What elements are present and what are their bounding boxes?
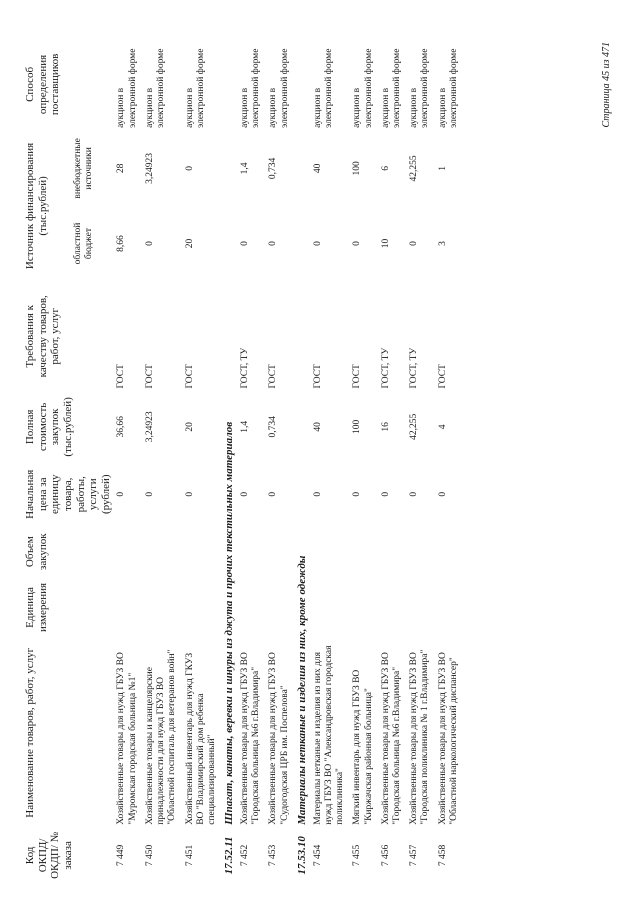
cell-name: Хозяйственные товары для нужд ГБУЗ ВО "Городская больница №6 г.Владимира" (380, 652, 403, 825)
cell-budget: 0 (352, 241, 363, 246)
page-footer: Страница 45 из 471 (601, 42, 613, 128)
cell-requirements: ГОСТ (352, 364, 363, 389)
cell-budget: 10 (380, 238, 391, 249)
cell-unit (378, 577, 406, 638)
table-row (435, 38, 463, 883)
cell-method: аукцион в электронной форме (352, 48, 374, 128)
cell-full-cost: 36,66 (116, 416, 127, 438)
cell-code: 7 450 (144, 844, 155, 867)
cell-method: аукцион в электронной форме (240, 48, 262, 128)
cell-full-cost: 16 (380, 422, 391, 432)
table-row (142, 38, 182, 883)
cell-budget: 0 (268, 241, 279, 246)
cell-method: аукцион в электронной форме (437, 48, 459, 128)
table-body (113, 38, 463, 883)
cell-unit (142, 577, 182, 638)
cell-method: аукцион в электронной форме (184, 48, 206, 128)
cell-method: аукцион в электронной форме (116, 48, 138, 128)
header-unit: Единица измерения (24, 582, 49, 633)
cell-budget: 0 (409, 241, 420, 246)
cell-volume (182, 526, 222, 577)
cell-method: аукцион в электронной форме (380, 48, 403, 128)
cell-budget: 8,66 (116, 235, 127, 252)
procurement-table (22, 38, 463, 883)
header-volume: Объем закупок (24, 533, 49, 570)
cell-name: Хозяйственный инвентарь для нужд ГКУЗ ВО "Владимирский дом ребенка специализированный" (184, 652, 217, 825)
cell-volume (349, 526, 377, 577)
cell-code: 7 456 (380, 844, 391, 867)
cell-volume (406, 526, 434, 577)
cell-name: Хозяйственные товары для нужд ГБУЗ ВО "Муромская городская больница №1" (116, 652, 138, 825)
cell-start-price: 0 (409, 491, 420, 497)
cell-requirements: ГОСТ (437, 364, 448, 389)
cell-extra: 40 (312, 163, 323, 174)
section-code: 17.52.11 (223, 836, 236, 875)
cell-name: Хозяйственные товары для нужд ГБУЗ ВО "Судогодская ЦРБ им. Поспелова" (268, 652, 290, 825)
cell-requirements: ГОСТ (312, 364, 323, 389)
cell-name: Хозяйственные товары и канцелярские принадлежности для нужд ГБУЗ ВО "Областной госпиталь для ветеранов войн" (144, 649, 178, 825)
cell-unit (349, 577, 377, 638)
cell-full-cost: 40 (312, 422, 323, 432)
cell-code: 7 449 (116, 844, 127, 867)
cell-full-cost: 100 (352, 419, 363, 434)
cell-start-price: 0 (268, 491, 279, 497)
cell-start-price: 0 (437, 491, 448, 497)
cell-budget: 0 (240, 241, 251, 246)
cell-full-cost: 0,734 (268, 416, 279, 438)
cell-full-cost: 3,24923 (144, 411, 155, 443)
header-source-budget: областной бюджет (72, 222, 94, 265)
section-code: 17.53.10 (295, 836, 308, 875)
cell-requirements: ГОСТ (144, 364, 155, 389)
cell-requirements: ГОСТ, ТУ (240, 347, 251, 389)
cell-full-cost: 4 (437, 424, 448, 430)
header-start-price: Начальная цена за единицу товара, работы, услуги (рублей) (24, 469, 112, 519)
cell-code: 7 454 (312, 844, 323, 867)
cell-name: Хозяйственные товары для нужд ГБУЗ ВО "Областной наркологический диспансер" (437, 652, 459, 825)
cell-extra: 1,4 (240, 162, 251, 175)
cell-volume (435, 526, 463, 577)
cell-volume (378, 526, 406, 577)
cell-extra: 1 (437, 166, 448, 171)
header-code: Код ОКПД/ ОКДП/ № заказа (24, 831, 74, 879)
cell-start-price: 0 (144, 491, 155, 497)
cell-extra: 100 (352, 161, 363, 176)
cell-start-price: 0 (184, 491, 195, 497)
cell-budget: 0 (144, 241, 155, 246)
cell-method: аукцион в электронной форме (144, 48, 167, 128)
header-name: Наименование товаров, работ, услуг (24, 647, 36, 818)
header-full-cost: Полная стоимость закупок (тыс.рублей) (24, 397, 74, 457)
table-row (310, 38, 350, 883)
cell-method: аукцион в электронной форме (312, 48, 335, 128)
cell-unit (182, 577, 222, 638)
cell-full-cost: 42,255 (409, 413, 420, 440)
section-title: Шпагат, канаты, веревки и шнуры из джута и прочих текстильных материалов (223, 421, 236, 825)
table-row (113, 38, 141, 883)
cell-name: Хозяйственные товары для нужд ГБУЗ ВО "Городская больница №6 г.Владимира" (240, 652, 262, 825)
header-source-extra: внебюджетные источники (72, 138, 94, 199)
cell-start-price: 0 (352, 491, 363, 497)
header-source: Источник финансирования (тыс.рублей) (24, 142, 49, 270)
cell-volume (142, 526, 182, 577)
cell-code: 7 455 (352, 844, 363, 867)
cell-start-price: 0 (312, 491, 323, 497)
cell-volume (265, 526, 293, 577)
cell-code: 7 457 (409, 844, 420, 867)
cell-full-cost: 20 (184, 422, 195, 432)
table-row (237, 38, 265, 883)
section-title: Материалы нетканые и изделия из них, кроме одежды (295, 555, 308, 825)
table-row (182, 38, 222, 883)
cell-requirements: ГОСТ (116, 364, 127, 389)
cell-budget: 3 (437, 241, 448, 246)
table-row (349, 38, 377, 883)
table-row (378, 38, 406, 883)
cell-requirements: ГОСТ (268, 364, 279, 389)
cell-unit (435, 577, 463, 638)
cell-name: Хозяйственные товары для нужд ГБУЗ ВО "Городская поликлиника № 1 г.Владимира" (409, 649, 431, 825)
cell-extra: 28 (116, 163, 127, 174)
header-requirements: Требования к качеству товаров, работ, услуг (24, 295, 62, 378)
cell-requirements: ГОСТ (184, 364, 195, 389)
cell-method: аукцион в электронной форме (268, 48, 290, 128)
cell-unit (406, 577, 434, 638)
cell-start-price: 0 (380, 491, 391, 497)
cell-start-price: 0 (240, 491, 251, 497)
cell-full-cost: 1,4 (240, 420, 251, 433)
cell-start-price: 0 (116, 491, 127, 497)
cell-name: Мягкий инвентарь для нужд ГБУЗ ВО "Киржачская районная больница" (352, 669, 374, 825)
cell-volume (310, 526, 350, 577)
cell-unit (310, 577, 350, 638)
cell-volume (237, 526, 265, 577)
section-row (294, 38, 310, 883)
table-row (406, 38, 434, 883)
cell-code: 7 458 (437, 844, 448, 867)
cell-requirements: ГОСТ, ТУ (409, 347, 420, 389)
cell-budget: 0 (312, 241, 323, 246)
cell-unit (237, 577, 265, 638)
cell-unit (265, 577, 293, 638)
cell-budget: 20 (184, 238, 195, 249)
table-row (265, 38, 293, 883)
cell-extra: 0 (184, 166, 195, 171)
cell-code: 7 452 (240, 844, 251, 867)
cell-extra: 6 (380, 166, 391, 171)
cell-code: 7 451 (184, 844, 195, 867)
cell-name: Материалы нетканые и изделия из них для нужд ГБУЗ ВО "Александровская городская поликлиника" (312, 645, 346, 825)
section-row (221, 38, 237, 883)
cell-extra: 3,24923 (144, 152, 155, 184)
cell-code: 7 453 (268, 844, 279, 867)
cell-unit (113, 577, 141, 638)
cell-extra: 42,255 (409, 155, 420, 182)
cell-requirements: ГОСТ, ТУ (380, 347, 391, 389)
cell-volume (113, 526, 141, 577)
cell-extra: 0,734 (268, 157, 279, 180)
header-method: Способ определения поставщиков (24, 53, 62, 116)
cell-method: аукцион в электронной форме (409, 48, 431, 128)
